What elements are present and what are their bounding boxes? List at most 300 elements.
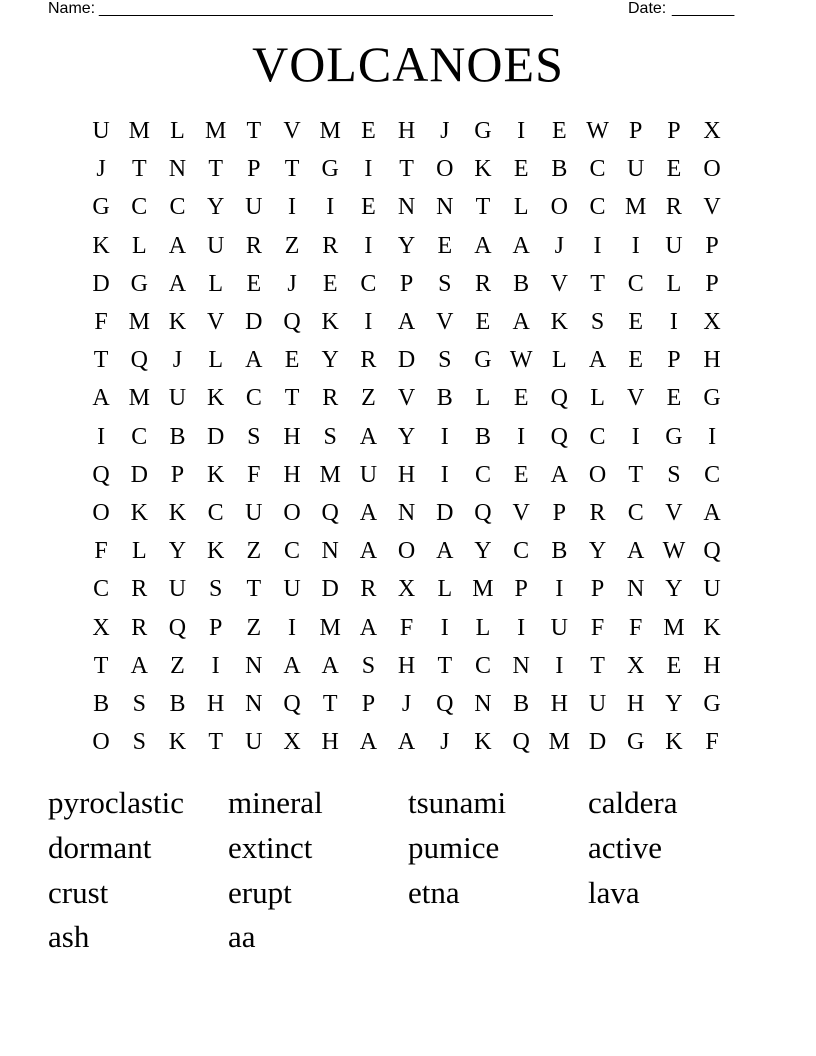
grid-letter[interactable]: A [474, 232, 492, 259]
grid-letter[interactable]: K [550, 309, 569, 336]
page-title: VOLCANOES [252, 36, 564, 92]
grid-letter[interactable]: K [474, 729, 492, 756]
grid-letter[interactable]: C [131, 423, 148, 450]
grid-letter[interactable]: I [555, 576, 564, 603]
grid-letter[interactable]: S [132, 690, 146, 717]
grid-letter[interactable]: L [590, 385, 605, 412]
name-field[interactable]: ___________________________________________________ [99, 0, 553, 17]
grid-letter[interactable]: K [206, 385, 225, 412]
grid-letter[interactable]: S [132, 729, 146, 756]
grid-letter[interactable]: G [703, 690, 721, 717]
grid-letter[interactable]: F [94, 309, 108, 336]
grid-letter[interactable]: E [666, 652, 682, 679]
grid-letter[interactable]: M [128, 118, 150, 145]
grid-letter[interactable]: I [708, 423, 717, 450]
grid-letter[interactable]: J [96, 156, 106, 183]
grid-letter[interactable]: E [361, 194, 376, 221]
grid-letter[interactable]: Z [246, 538, 262, 565]
grid-letter[interactable]: H [321, 729, 339, 756]
grid-letter[interactable]: I [440, 614, 449, 641]
grid-letter[interactable]: E [628, 309, 644, 336]
grid-letter[interactable]: S [590, 309, 605, 336]
grid-letter[interactable]: A [321, 652, 339, 679]
grid-letter[interactable]: T [628, 461, 644, 488]
grid-letter[interactable]: C [93, 576, 110, 603]
grid-letter[interactable]: U [92, 118, 110, 145]
date-field[interactable]: _______ [672, 0, 735, 17]
grid-letter[interactable]: N [627, 576, 645, 603]
grid-letter[interactable]: Q [283, 690, 301, 717]
grid-letter[interactable]: A [359, 538, 378, 565]
grid-letter[interactable]: Z [170, 652, 185, 679]
grid-letter[interactable]: L [208, 347, 223, 374]
grid-letter[interactable]: T [590, 652, 605, 679]
grid-letter[interactable]: G [627, 729, 645, 756]
grid-letter[interactable]: A [703, 499, 721, 526]
grid-letter[interactable]: C [284, 538, 301, 565]
grid-letter[interactable]: D [436, 499, 454, 526]
grid-letter[interactable]: X [283, 729, 301, 756]
grid-letter[interactable]: D [130, 461, 148, 488]
grid-letter[interactable]: K [703, 614, 721, 641]
grid-letter[interactable]: R [131, 576, 148, 603]
grid-letter[interactable]: C [704, 461, 721, 488]
grid-letter[interactable]: N [397, 194, 416, 221]
grid-letter[interactable]: U [588, 690, 607, 717]
grid-letter[interactable]: U [627, 156, 645, 183]
grid-letter[interactable]: L [131, 538, 147, 565]
grid-letter[interactable]: B [93, 690, 110, 717]
grid-letter[interactable]: T [399, 156, 414, 183]
grid-letter[interactable]: Y [397, 232, 416, 259]
grid-letter[interactable]: M [548, 729, 571, 756]
grid-letter[interactable]: Q [550, 423, 569, 450]
grid-letter[interactable]: U [245, 499, 263, 526]
grid-letter[interactable]: A [359, 729, 378, 756]
grid-letter[interactable]: T [437, 652, 453, 679]
grid-letter[interactable]: S [323, 423, 337, 450]
grid-letter[interactable]: L [552, 347, 567, 374]
grid-letter[interactable]: E [437, 232, 453, 259]
grid-letter[interactable]: B [474, 423, 491, 450]
grid-letter[interactable]: H [283, 423, 301, 450]
grid-letter[interactable]: I [211, 652, 220, 679]
grid-letter[interactable]: V [665, 499, 683, 526]
grid-letter[interactable]: H [627, 690, 645, 717]
grid-letter[interactable]: R [322, 232, 339, 259]
grid-letter[interactable]: T [284, 156, 300, 183]
grid-letter[interactable]: N [512, 652, 530, 679]
grid-letter[interactable]: Q [703, 538, 721, 565]
grid-letter[interactable]: A [359, 614, 378, 641]
grid-letter[interactable]: I [288, 614, 297, 641]
grid-letter[interactable]: Y [168, 538, 187, 565]
grid-letter[interactable]: T [322, 690, 338, 717]
grid-letter[interactable]: F [629, 614, 643, 641]
grid-letter[interactable]: K [321, 309, 339, 336]
grid-letter[interactable]: N [168, 156, 187, 183]
grid-letter[interactable]: A [130, 652, 148, 679]
grid-letter[interactable]: C [627, 499, 644, 526]
grid-letter[interactable]: A [359, 423, 378, 450]
grid-letter[interactable]: A [627, 538, 645, 565]
grid-letter[interactable]: A [168, 270, 187, 297]
grid-letter[interactable]: Z [246, 614, 262, 641]
grid-letter[interactable]: C [589, 423, 606, 450]
grid-letter[interactable]: T [208, 729, 223, 756]
grid-letter[interactable]: A [168, 232, 187, 259]
grid-letter[interactable]: H [206, 690, 225, 717]
grid-letter[interactable]: F [247, 461, 261, 488]
grid-letter[interactable]: T [93, 347, 109, 374]
grid-letter[interactable]: S [361, 652, 376, 679]
grid-letter[interactable]: A [588, 347, 607, 374]
grid-letter[interactable]: O [92, 729, 110, 756]
grid-letter[interactable]: T [475, 194, 491, 221]
grid-letter[interactable]: P [399, 270, 414, 297]
grid-letter[interactable]: Q [321, 499, 339, 526]
grid-letter[interactable]: I [364, 232, 373, 259]
grid-letter[interactable]: L [513, 194, 529, 221]
grid-letter[interactable]: Y [397, 423, 416, 450]
grid-letter[interactable]: M [319, 118, 341, 145]
grid-letter[interactable]: G [321, 156, 339, 183]
grid-letter[interactable]: O [436, 156, 454, 183]
grid-letter[interactable]: P [705, 270, 719, 297]
grid-letter[interactable]: P [667, 347, 681, 374]
grid-letter[interactable]: M [204, 118, 227, 145]
grid-letter[interactable]: M [319, 461, 341, 488]
grid-letter[interactable]: H [703, 347, 721, 374]
word-bank-item: active [588, 829, 663, 865]
grid-letter[interactable]: U [245, 194, 263, 221]
grid-letter[interactable]: G [703, 385, 721, 412]
grid-letter[interactable]: T [590, 270, 605, 297]
grid-letter[interactable]: S [438, 347, 452, 374]
grid-letter[interactable]: I [440, 423, 449, 450]
grid-letter[interactable]: F [94, 538, 108, 565]
grid-letter[interactable]: X [397, 576, 416, 603]
grid-letter[interactable]: F [705, 729, 719, 756]
grid-letter[interactable]: Q [550, 385, 569, 412]
grid-letter[interactable]: X [627, 652, 645, 679]
grid-letter[interactable]: R [474, 270, 491, 297]
grid-letter[interactable]: I [364, 156, 373, 183]
grid-letter[interactable]: C [360, 270, 377, 297]
grid-letter[interactable]: X [92, 614, 110, 641]
grid-letter[interactable]: Q [168, 614, 187, 641]
grid-letter[interactable]: C [474, 652, 491, 679]
grid-letter[interactable]: H [550, 690, 569, 717]
grid-letter[interactable]: I [631, 423, 640, 450]
word-bank-item: erupt [228, 874, 292, 910]
grid-letter[interactable]: G [474, 118, 492, 145]
grid-letter[interactable]: I [631, 232, 640, 259]
grid-letter[interactable]: U [550, 614, 569, 641]
grid-letter[interactable]: I [517, 423, 526, 450]
grid-letter[interactable]: K [206, 461, 225, 488]
grid-letter[interactable]: P [590, 576, 605, 603]
grid-letter[interactable]: V [512, 499, 530, 526]
grid-letter[interactable]: H [703, 652, 721, 679]
grid-letter[interactable]: M [128, 309, 150, 336]
grid-letter[interactable]: C [513, 538, 530, 565]
grid-letter[interactable]: O [703, 156, 721, 183]
grid-letter[interactable]: B [169, 690, 186, 717]
grid-letter[interactable]: P [361, 690, 376, 717]
grid-letter[interactable]: U [245, 729, 263, 756]
grid-letter[interactable]: G [665, 423, 683, 450]
grid-letter[interactable]: G [92, 194, 110, 221]
grid-letter[interactable]: E [666, 385, 682, 412]
grid-letter[interactable]: R [322, 385, 339, 412]
grid-letter[interactable]: V [206, 309, 225, 336]
grid-letter[interactable]: C [207, 499, 224, 526]
grid-letter[interactable]: E [552, 118, 567, 145]
word-bank-item: dormant [48, 829, 152, 865]
grid-letter[interactable]: V [397, 385, 416, 412]
grid-letter[interactable]: E [361, 118, 376, 145]
grid-letter[interactable]: K [168, 499, 187, 526]
grid-letter[interactable]: I [517, 118, 526, 145]
word-search-grid [82, 112, 731, 761]
grid-letter[interactable]: C [589, 156, 606, 183]
word-bank-item: tsunami [408, 785, 507, 820]
grid-letter[interactable]: E [322, 270, 338, 297]
grid-letter[interactable]: F [590, 614, 605, 641]
grid-letter[interactable]: A [550, 461, 569, 488]
grid-letter[interactable]: K [130, 499, 148, 526]
grid-letter[interactable]: P [629, 118, 643, 145]
word-bank-item: extinct [228, 829, 313, 865]
grid-letter[interactable]: O [397, 538, 416, 565]
grid-letter[interactable]: A [245, 347, 263, 374]
grid-letter[interactable]: O [550, 194, 569, 221]
word-bank-item: mineral [228, 785, 323, 820]
grid-letter[interactable]: S [247, 423, 261, 450]
grid-letter[interactable]: C [589, 194, 606, 221]
grid-letter[interactable]: O [588, 461, 607, 488]
grid-letter[interactable]: D [92, 270, 110, 297]
grid-letter[interactable]: Q [283, 309, 301, 336]
grid-letter[interactable]: N [321, 538, 339, 565]
grid-letter[interactable]: M [663, 614, 685, 641]
grid-letter[interactable]: S [667, 461, 681, 488]
grid-letter[interactable]: L [666, 270, 682, 297]
grid-letter[interactable]: K [168, 729, 187, 756]
grid-letter[interactable]: T [208, 156, 223, 183]
grid-letter[interactable]: Y [474, 538, 492, 565]
grid-letter[interactable]: Y [665, 690, 683, 717]
grid-letter[interactable]: Z [361, 385, 376, 412]
grid-letter[interactable]: Q [92, 461, 110, 488]
grid-letter[interactable]: I [97, 423, 106, 450]
grid-letter[interactable]: P [667, 118, 681, 145]
grid-letter[interactable]: D [397, 347, 416, 374]
grid-letter[interactable]: H [283, 461, 301, 488]
grid-letter[interactable]: L [437, 576, 453, 603]
grid-letter[interactable]: Q [130, 347, 148, 374]
grid-letter[interactable]: F [399, 614, 414, 641]
grid-letter[interactable]: P [208, 614, 223, 641]
grid-letter[interactable]: K [92, 232, 110, 259]
grid-letter[interactable]: C [474, 461, 491, 488]
grid-letter[interactable]: L [131, 232, 147, 259]
grid-letter[interactable]: Q [512, 729, 530, 756]
grid-letter[interactable]: C [627, 270, 644, 297]
grid-letter[interactable]: Y [665, 576, 683, 603]
grid-letter[interactable]: K [474, 156, 492, 183]
grid-letter[interactable]: H [397, 461, 416, 488]
grid-letter[interactable]: D [206, 423, 225, 450]
grid-letter[interactable]: B [551, 156, 568, 183]
grid-letter[interactable]: I [517, 614, 526, 641]
grid-letter[interactable]: L [208, 270, 223, 297]
grid-letter[interactable]: W [662, 538, 686, 565]
grid-letter[interactable]: D [245, 309, 263, 336]
grid-letter[interactable]: J [440, 118, 450, 145]
grid-letter[interactable]: P [170, 461, 185, 488]
grid-letter[interactable]: V [703, 194, 721, 221]
grid-letter[interactable]: X [703, 309, 721, 336]
grid-letter[interactable]: X [703, 118, 721, 145]
grid-letter[interactable]: H [397, 118, 416, 145]
grid-letter[interactable]: A [92, 385, 110, 412]
grid-letter[interactable]: A [512, 232, 530, 259]
grid-letter[interactable]: Y [206, 194, 225, 221]
grid-letter[interactable]: L [475, 385, 491, 412]
grid-letter[interactable]: E [513, 461, 529, 488]
grid-letter[interactable]: I [669, 309, 678, 336]
grid-letter[interactable]: D [321, 576, 339, 603]
grid-letter[interactable]: W [586, 118, 609, 145]
grid-letter[interactable]: Z [284, 232, 300, 259]
grid-letter[interactable]: I [440, 461, 449, 488]
grid-letter[interactable]: K [168, 309, 187, 336]
grid-letter[interactable]: V [627, 385, 645, 412]
grid-letter[interactable]: N [397, 499, 416, 526]
grid-letter[interactable]: C [131, 194, 148, 221]
grid-letter[interactable]: M [128, 385, 150, 412]
grid-letter[interactable]: M [472, 576, 494, 603]
grid-letter[interactable]: V [283, 118, 301, 145]
grid-letter[interactable]: Y [321, 347, 339, 374]
grid-letter[interactable]: T [246, 118, 262, 145]
grid-letter[interactable]: R [589, 499, 606, 526]
grid-letter[interactable]: K [206, 538, 225, 565]
grid-letter[interactable]: A [436, 538, 454, 565]
grid-letter[interactable]: U [703, 576, 721, 603]
grid-letter[interactable]: E [628, 347, 644, 374]
grid-letter[interactable]: C [245, 385, 262, 412]
grid-letter[interactable]: G [474, 347, 492, 374]
grid-letter[interactable]: R [245, 232, 262, 259]
grid-letter[interactable]: T [246, 576, 262, 603]
grid-letter[interactable]: J [440, 729, 450, 756]
grid-letter[interactable]: U [665, 232, 683, 259]
grid-letter[interactable]: M [625, 194, 647, 221]
grid-letter[interactable]: N [245, 652, 263, 679]
grid-letter[interactable]: A [283, 652, 301, 679]
grid-letter[interactable]: T [93, 652, 109, 679]
grid-letter[interactable]: L [475, 614, 491, 641]
grid-letter[interactable]: U [283, 576, 301, 603]
grid-letter[interactable]: V [550, 270, 569, 297]
grid-letter[interactable]: P [552, 499, 567, 526]
grid-letter[interactable]: B [513, 270, 530, 297]
grid-letter[interactable]: P [514, 576, 528, 603]
grid-letter[interactable]: P [705, 232, 719, 259]
grid-letter[interactable]: B [436, 385, 453, 412]
grid-letter[interactable]: J [401, 690, 412, 717]
grid-letter[interactable]: I [288, 194, 297, 221]
grid-letter[interactable]: A [397, 309, 416, 336]
grid-letter[interactable]: H [397, 652, 416, 679]
grid-letter[interactable]: J [287, 270, 297, 297]
grid-letter[interactable]: M [319, 614, 341, 641]
grid-letter[interactable]: B [513, 690, 530, 717]
grid-letter[interactable]: U [359, 461, 378, 488]
grid-letter[interactable]: A [359, 499, 378, 526]
grid-letter[interactable]: N [245, 690, 263, 717]
grid-letter[interactable]: G [130, 270, 148, 297]
grid-letter[interactable]: K [665, 729, 683, 756]
grid-letter[interactable]: N [436, 194, 454, 221]
grid-letter[interactable]: L [170, 118, 185, 145]
grid-letter[interactable]: R [131, 614, 148, 641]
grid-letter[interactable]: J [554, 232, 565, 259]
grid-letter[interactable]: R [665, 194, 682, 221]
grid-letter[interactable]: U [168, 576, 187, 603]
grid-letter[interactable]: O [92, 499, 110, 526]
grid-letter[interactable]: Y [588, 538, 607, 565]
grid-letter[interactable]: I [364, 309, 373, 336]
grid-letter[interactable]: I [326, 194, 335, 221]
grid-letter[interactable]: O [283, 499, 301, 526]
grid-letter[interactable]: Q [474, 499, 492, 526]
grid-letter[interactable]: J [172, 347, 183, 374]
grid-letter[interactable]: D [588, 729, 607, 756]
grid-letter[interactable]: T [284, 385, 300, 412]
grid-letter[interactable]: U [206, 232, 225, 259]
grid-letter[interactable]: S [438, 270, 452, 297]
grid-letter[interactable]: P [247, 156, 261, 183]
grid-letter[interactable]: R [360, 576, 377, 603]
grid-letter[interactable]: E [513, 156, 529, 183]
grid-letter[interactable]: C [169, 194, 186, 221]
grid-letter[interactable]: Q [436, 690, 454, 717]
grid-letter[interactable]: A [397, 729, 416, 756]
grid-letter[interactable]: A [512, 309, 530, 336]
grid-letter[interactable]: N [474, 690, 492, 717]
grid-letter[interactable]: E [246, 270, 262, 297]
grid-letter[interactable]: S [208, 576, 223, 603]
grid-letter[interactable]: W [509, 347, 533, 374]
grid-letter[interactable]: B [551, 538, 568, 565]
grid-letter[interactable]: T [131, 156, 147, 183]
grid-letter[interactable]: E [475, 309, 491, 336]
grid-letter[interactable]: R [360, 347, 377, 374]
grid-letter[interactable]: I [555, 652, 564, 679]
grid-letter[interactable]: V [436, 309, 454, 336]
grid-letter[interactable]: B [169, 423, 186, 450]
word-bank-item: lava [588, 874, 640, 910]
grid-letter[interactable]: E [513, 385, 529, 412]
grid-letter[interactable]: I [593, 232, 602, 259]
grid-letter[interactable]: U [168, 385, 187, 412]
grid-letter[interactable]: E [284, 347, 300, 374]
grid-letter[interactable]: E [666, 156, 682, 183]
